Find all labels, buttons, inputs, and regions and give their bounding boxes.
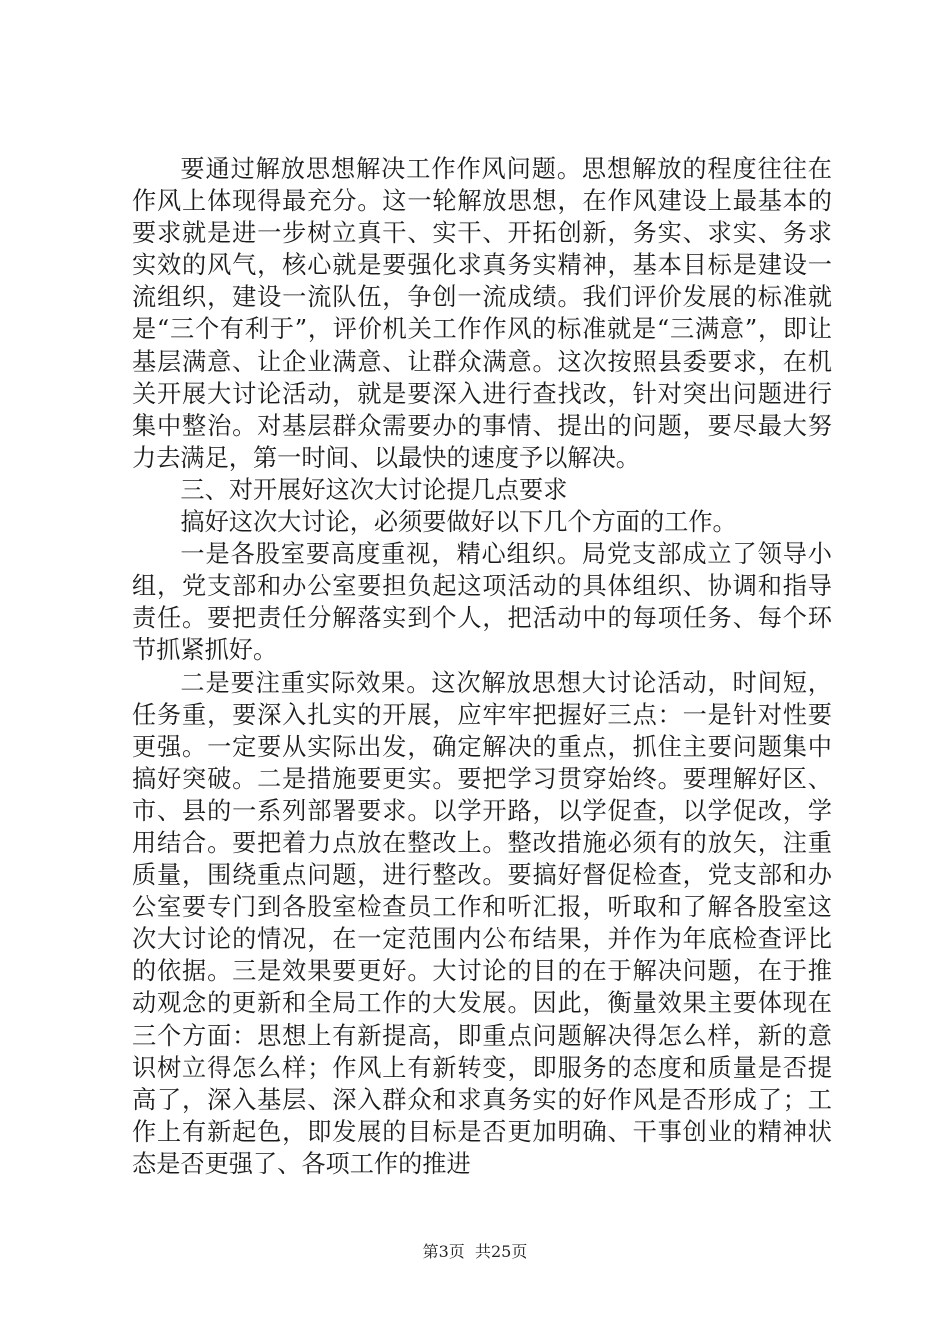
footer-separator (465, 1242, 475, 1261)
paragraph-work-style: 要通过解放思想解决工作作风问题。思想解放的程度往往在作风上体现得最充分。这一轮解放思想，在作风建设上最基本的要求就是进一步树立真干、实干、开拓创新，务实、求实、务求实效的风气，核心就是要强化求真务实精神，基本目标是建设一流组织，建设一流队伍，争创一流成绩。我们评价发展的标准就是“三个有利于”，评价机关工作作风的标准就是“三满意”，即让基层满意、让企业满意、让群众满意。这次按照县委要求，在机关开展大讨论活动，就是要深入进行查找改，针对突出问题进行集中整治。对基层群众需要办的事情、提出的问题，要尽最大努力去满足，第一时间、以最快的速度予以解决。 (132, 155, 832, 472)
document-body (132, 153, 832, 1180)
page-number: 第3页 (422, 1242, 465, 1261)
paragraph-intro-requirements: 搞好这次大讨论，必须要做好以下几个方面的工作。 (180, 508, 737, 537)
paragraph-requirement-two: 二是要注重实际效果。这次解放思想大讨论活动，时间短，任务重，要深入扎实的开展，应牢牢把握好三点：一是针对性要更强。一定要从实际出发，确定解决的重点，抓住主要问题集中搞好突破。二是措施要更实。要把学习贯穿始终。要理解好区、市、县的一系列部署要求。以学开路，以学促查，以学促改，学用结合。要把着力点放在整改上。整改措施必须有的放矢，注重质量，围绕重点问题，进行整改。要搞好督促检查，党支部和办公室要专门到各股室检查员工作和听汇报，听取和了解各股室这次大讨论的情况，在一定范围内公布结果，并作为年底检查评比的依据。三是效果要更好。大讨论的目的在于解决问题，在于推动观念的更新和全局工作的大发展。因此，衡量效果主要体现在三个方面：思想上有新提高，即重点问题解决得怎么样，新的意识树立得怎么样；作风上有新转变，即服务的态度和质量是否提高了，深入基层、深入群众和求真务实的好作风是否形成了；工作上有新起色，即发展的目标是否更加明确、干事创业的精神状态是否更强了、各项工作的推进 (132, 668, 832, 1178)
page-total: 共25页 (474, 1242, 528, 1261)
paragraph-requirement-one: 一是各股室要高度重视，精心组织。局党支部成立了领导小组，党支部和办公室要担负起这项活动的具体组织、协调和指导责任。要把责任分解落实到个人，把活动中的每项任务、每个环节抓紧抓好。 (132, 540, 832, 665)
page-footer (0, 1242, 950, 1262)
section-heading-requirements: 三、对开展好这次大讨论提几点要求 (180, 475, 568, 504)
